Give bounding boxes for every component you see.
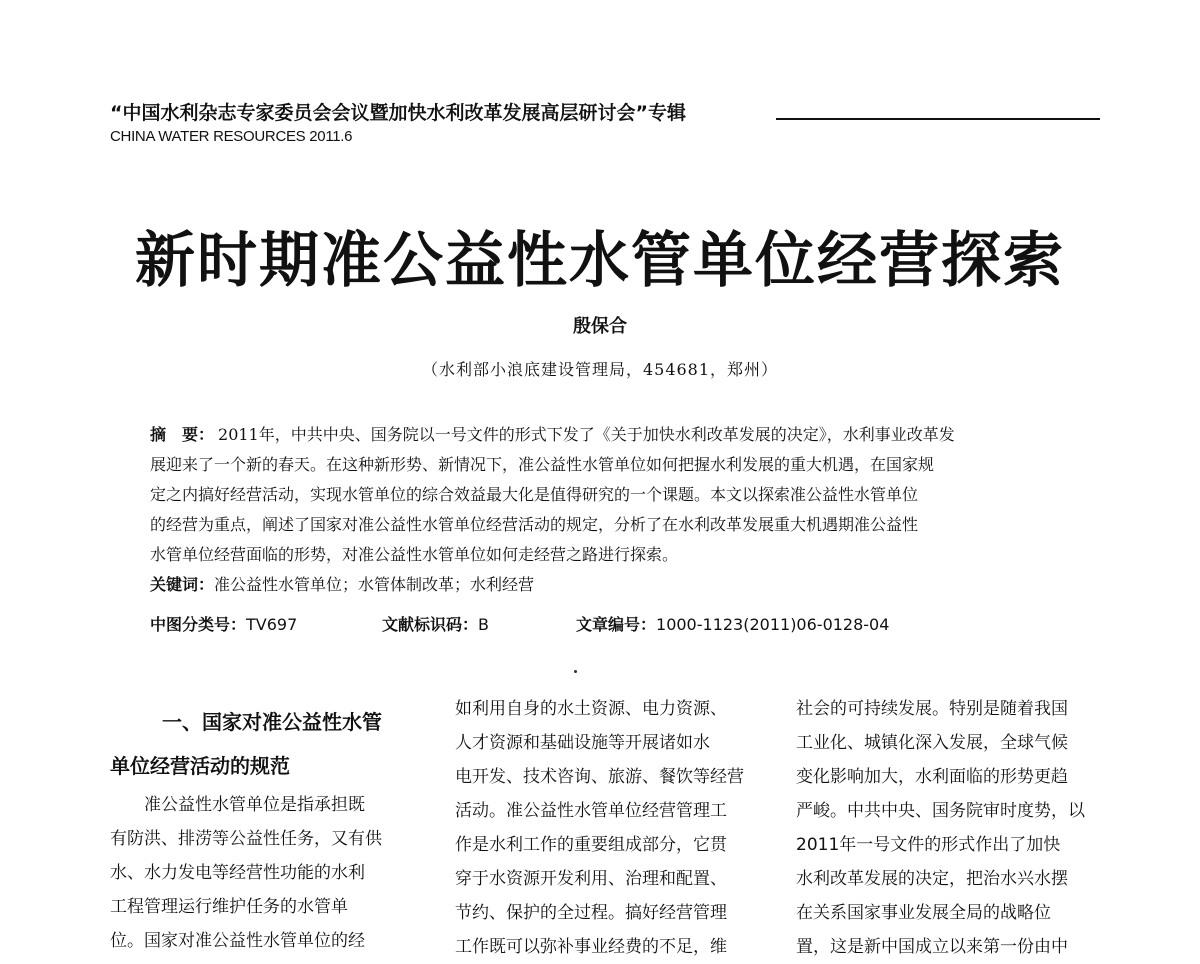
series-title: “中国水利杂志专家委员会会议暨加快水利改革发展高层研讨会”专辑 bbox=[110, 102, 686, 124]
article-no-value: 1000-1123(2011)06-0128-04 bbox=[656, 615, 890, 634]
abstract-line: 定之内搞好经营活动，实现水管单位的综合效益最大化是值得研究的一个课题。本文以探索准公益性水管单位 bbox=[150, 485, 919, 504]
body-line: 水利改革发展的决定，把治水兴水摆 bbox=[796, 869, 1068, 889]
body-line: 工作既可以弥补事业经费的不足，维 bbox=[455, 937, 727, 957]
body-line: 社会的可持续发展。特别是随着我国 bbox=[796, 699, 1068, 719]
document-code bbox=[382, 612, 489, 635]
body-line: 工程管理运行维护任务的水管单 bbox=[110, 897, 348, 917]
abstract-line: 水管单位经营面临的形势，对准公益性水管单位如何走经营之路进行探索。 bbox=[150, 545, 679, 564]
body-line: 严峻。中共中央、国务院审时度势，以 bbox=[796, 801, 1085, 821]
clc-value: TV697 bbox=[246, 615, 298, 634]
body-line: 有防洪、排涝等公益性任务，又有供 bbox=[110, 829, 382, 849]
abstract-line bbox=[150, 420, 1062, 450]
body-line: 作是水利工作的重要组成部分，它贯 bbox=[455, 835, 727, 855]
body-line: 位。国家对准公益性水管单位的经 bbox=[110, 931, 365, 951]
body-line: 置，这是新中国成立以来第一份由中 bbox=[796, 937, 1068, 957]
section-heading bbox=[110, 700, 422, 788]
body-line: 人才资源和基础设施等开展诸如水 bbox=[455, 733, 710, 753]
article-no-label: 文章编号： bbox=[576, 615, 657, 634]
affiliation: （水利部小浪底建设管理局，454681，郑州） bbox=[421, 360, 779, 379]
clc-code bbox=[150, 612, 297, 635]
section-heading-line: 一、国家对准公益性水管 bbox=[162, 710, 382, 734]
article-number bbox=[576, 612, 889, 635]
body-line: 准公益性水管单位是指承担既 bbox=[110, 795, 365, 815]
body-column-2 bbox=[455, 692, 765, 964]
abstract bbox=[150, 420, 1062, 600]
body-column-1 bbox=[110, 700, 422, 958]
clc-label: 中图分类号： bbox=[150, 615, 247, 634]
header-rule bbox=[776, 118, 1100, 120]
abstract-line: 的经营为重点，阐述了国家对准公益性水管单位经营活动的规定，分析了在水利改革发展重大机遇期准公益性 bbox=[150, 515, 919, 534]
section-heading-line: 单位经营活动的规范 bbox=[110, 754, 290, 778]
keywords: 准公益性水管单位；水管体制改革；水利经营 bbox=[214, 575, 535, 594]
doc-label: 文献标识码： bbox=[382, 615, 479, 634]
body-line: 节约、保护的全过程。搞好经营管理 bbox=[455, 903, 727, 923]
body-line: 工业化、城镇化深入发展，全球气候 bbox=[796, 733, 1068, 753]
doc-value: B bbox=[478, 615, 489, 634]
author: 殷保合 bbox=[573, 316, 627, 337]
body-line: 在关系国家事业发展全局的战略位 bbox=[796, 903, 1051, 923]
abstract-label: 摘 要： bbox=[150, 425, 215, 444]
journal-issue: CHINA WATER RESOURCES 2011.6 bbox=[110, 128, 353, 145]
center-dot bbox=[574, 670, 577, 673]
body-line: 变化影响加大，水利面临的形势更趋 bbox=[796, 767, 1068, 787]
abstract-text: 2011年，中共中央、国务院以一号文件的形式下发了《关于加快水利改革发展的决定》，水利事业改革发 bbox=[218, 425, 955, 444]
body-line: 活动。准公益性水管单位经营管理工 bbox=[455, 801, 727, 821]
article-title: 新时期准公益性水管单位经营探索 bbox=[135, 226, 1065, 296]
body-column-3 bbox=[796, 692, 1106, 964]
keywords-label: 关键词： bbox=[150, 575, 215, 594]
abstract-line: 展迎来了一个新的春天。在这种新形势、新情况下，准公益性水管单位如何把握水利发展的重大机遇，在国家规 bbox=[150, 455, 935, 474]
body-line: 2011年一号文件的形式作出了加快 bbox=[796, 835, 1061, 855]
body-line: 穿于水资源开发利用、治理和配置、 bbox=[455, 869, 727, 889]
body-line: 如利用自身的水土资源、电力资源、 bbox=[455, 699, 727, 719]
body-line: 水、水力发电等经营性功能的水利 bbox=[110, 863, 365, 883]
body-line: 电开发、技术咨询、旅游、餐饮等经营 bbox=[455, 767, 744, 787]
keywords-line bbox=[150, 570, 1062, 600]
